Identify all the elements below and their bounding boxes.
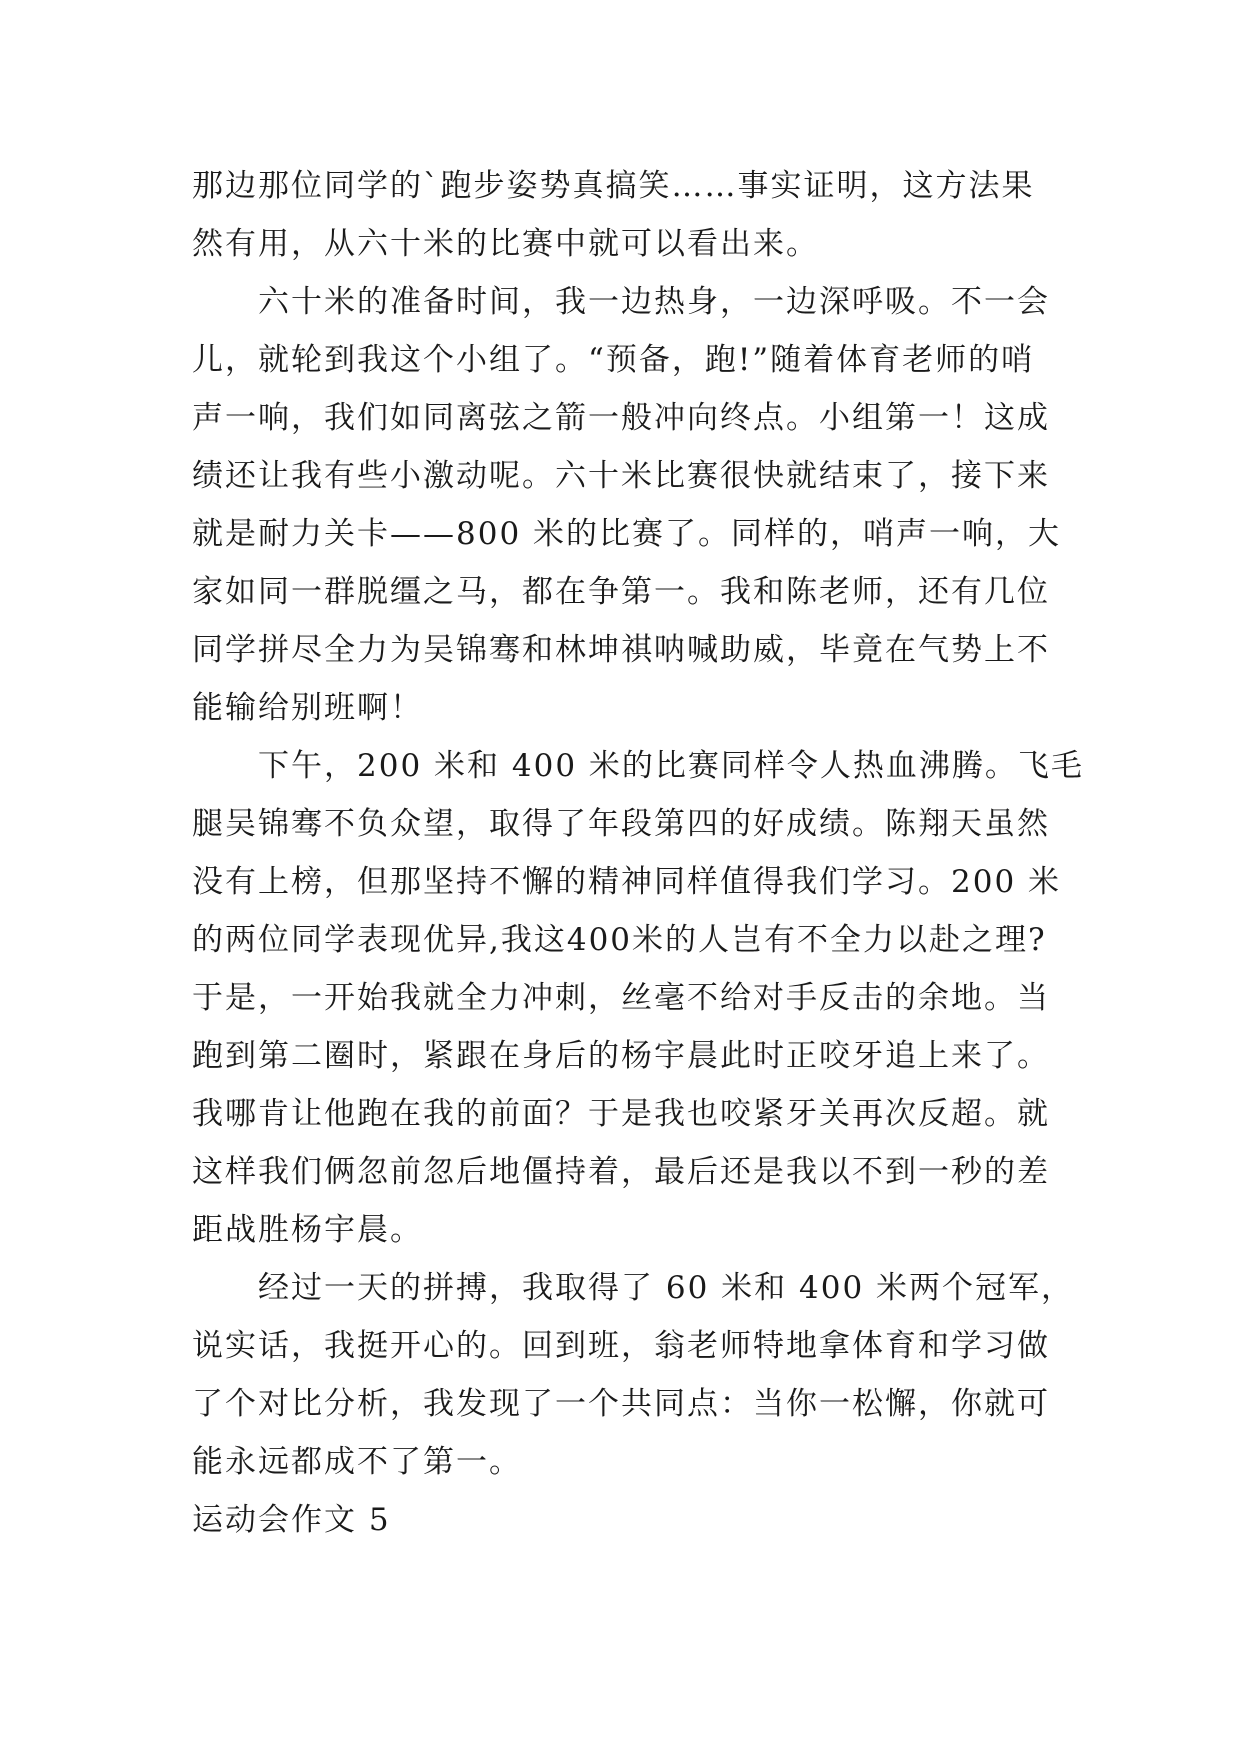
text-line: 这样我们俩忽前忽后地僵持着，最后还是我以不到一秒的差 [192,1154,1050,1190]
text-line: 能输给别班啊！ [192,690,423,726]
paragraph-start-line: 经过一天的拼搏，我取得了 60 米和 400 米两个冠军， [258,1270,1075,1306]
text-line: 于是，一开始我就全力冲刺，丝毫不给对手反击的余地。当 [192,980,1050,1016]
text-line: 的两位同学表现优异,我这400米的人岂有不全力以赴之理? [192,922,1047,958]
text-line: 然有用，从六十米的比赛中就可以看出来。 [192,226,819,262]
text-line: 腿吴锦骞不负众望，取得了年段第四的好成绩。陈翔天虽然 [192,806,1050,842]
text-line: 同学拼尽全力为吴锦骞和林坤祺呐喊助威，毕竟在气势上不 [192,632,1050,668]
text-line: 就是耐力关卡——800 米的比赛了。同样的，哨声一响，大 [192,516,1062,552]
text-line: 家如同一群脱缰之马，都在争第一。我和陈老师，还有几位 [192,574,1050,610]
text-line: 距战胜杨宇晨。 [192,1212,423,1248]
text-line: 我哪肯让他跑在我的前面？于是我也咬紧牙关再次反超。就 [192,1096,1050,1132]
text-line: 绩还让我有些小激动呢。六十米比赛很快就结束了，接下来 [192,458,1050,494]
text-line: 没有上榜，但那坚持不懈的精神同样值得我们学习。200 米 [192,864,1062,900]
text-line: 儿，就轮到我这个小组了。“预备，跑!”随着体育老师的哨 [192,342,1035,378]
paragraph-start-line: 下午，200 米和 400 米的比赛同样令人热血沸腾。飞毛 [258,748,1084,784]
section-heading: 运动会作文 5 [192,1502,391,1538]
text-line: 能永远都成不了第一。 [192,1444,522,1480]
text-line: 跑到第二圈时，紧跟在身后的杨宇晨此时正咬牙追上来了。 [192,1038,1050,1074]
text-line: 了个对比分析，我发现了一个共同点：当你一松懈，你就可 [192,1386,1050,1422]
text-line: 声一响，我们如同离弦之箭一般冲向终点。小组第一！这成 [192,400,1050,436]
paragraph-start-line: 六十米的准备时间，我一边热身，一边深呼吸。不一会 [258,284,1050,320]
body-text [192,157,1084,1549]
text-line: 说实话，我挺开心的。回到班，翁老师特地拿体育和学习做 [192,1328,1050,1364]
text-line: 那边那位同学的`跑步姿势真搞笑……事实证明，这方法果 [192,168,1035,204]
